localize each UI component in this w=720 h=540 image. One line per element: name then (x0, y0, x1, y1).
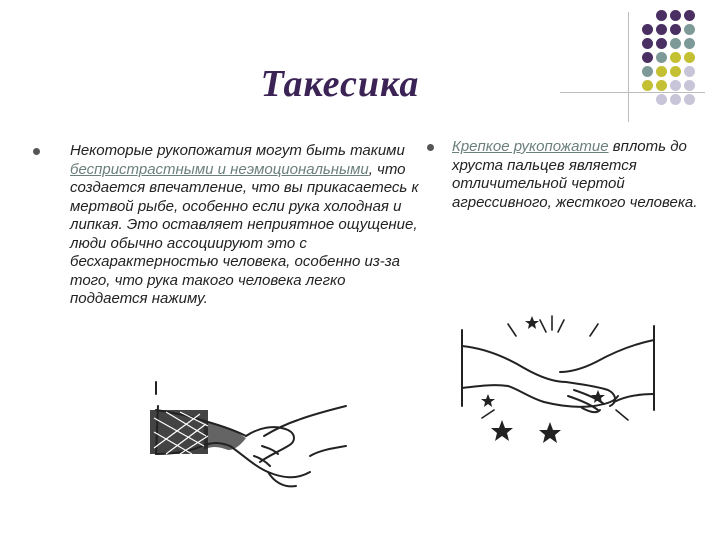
decorative-dot (642, 24, 653, 35)
left-text-before: Некоторые рукопожатия могут быть такими (70, 142, 405, 159)
decorative-dot (684, 38, 695, 49)
decorative-dot (670, 10, 681, 21)
decorative-dot (684, 24, 695, 35)
bullet-icon (33, 148, 40, 155)
decorative-dot (642, 38, 653, 49)
firm-handshake-illustration (448, 310, 668, 460)
decorative-dot (656, 66, 667, 77)
slide-title: Такесика (260, 63, 420, 105)
decorative-dot (684, 66, 695, 77)
left-text-link[interactable]: беспристрастными и неэмоциональными (70, 160, 369, 178)
decorative-dot (684, 52, 695, 63)
decorative-dot (670, 80, 681, 91)
decorative-dot (656, 10, 667, 21)
decorative-dot (642, 52, 653, 63)
right-text-link[interactable]: Крепкое рукопожатие (452, 138, 609, 155)
decorative-dot (670, 24, 681, 35)
decorative-dot (684, 94, 695, 105)
decorative-horizontal-line (560, 92, 705, 93)
decorative-dot (670, 52, 681, 63)
decorative-dot (684, 10, 695, 21)
left-text-block (70, 142, 420, 309)
decorative-dot (684, 80, 695, 91)
right-text-after: вплоть до хруста пальцев является отличительной чертой агрессивного, жесткого человека. (452, 138, 698, 211)
decorative-dot (656, 94, 667, 105)
left-text-after: , что создается впечатление, что вы прикасаетесь к мертвой рыбе, особенно если рука холодная и липкая. Это оставляет неприятное ощущение, люди обычно ассоциируют это с бесхарактерностью человека, особенно из-за того, что рука такого человека легко поддается нажиму. (70, 160, 419, 307)
decorative-dot (656, 80, 667, 91)
decorative-dot (656, 24, 667, 35)
decorative-dot (642, 66, 653, 77)
decorative-dot (656, 38, 667, 49)
decorative-dot (670, 94, 681, 105)
limp-handshake-illustration (150, 376, 350, 506)
decorative-dot (670, 66, 681, 77)
decorative-vertical-line (628, 12, 629, 122)
decorative-dot (670, 38, 681, 49)
decorative-dot (642, 80, 653, 91)
right-text-block (452, 138, 702, 212)
decorative-dot (656, 52, 667, 63)
bullet-icon (427, 144, 434, 151)
